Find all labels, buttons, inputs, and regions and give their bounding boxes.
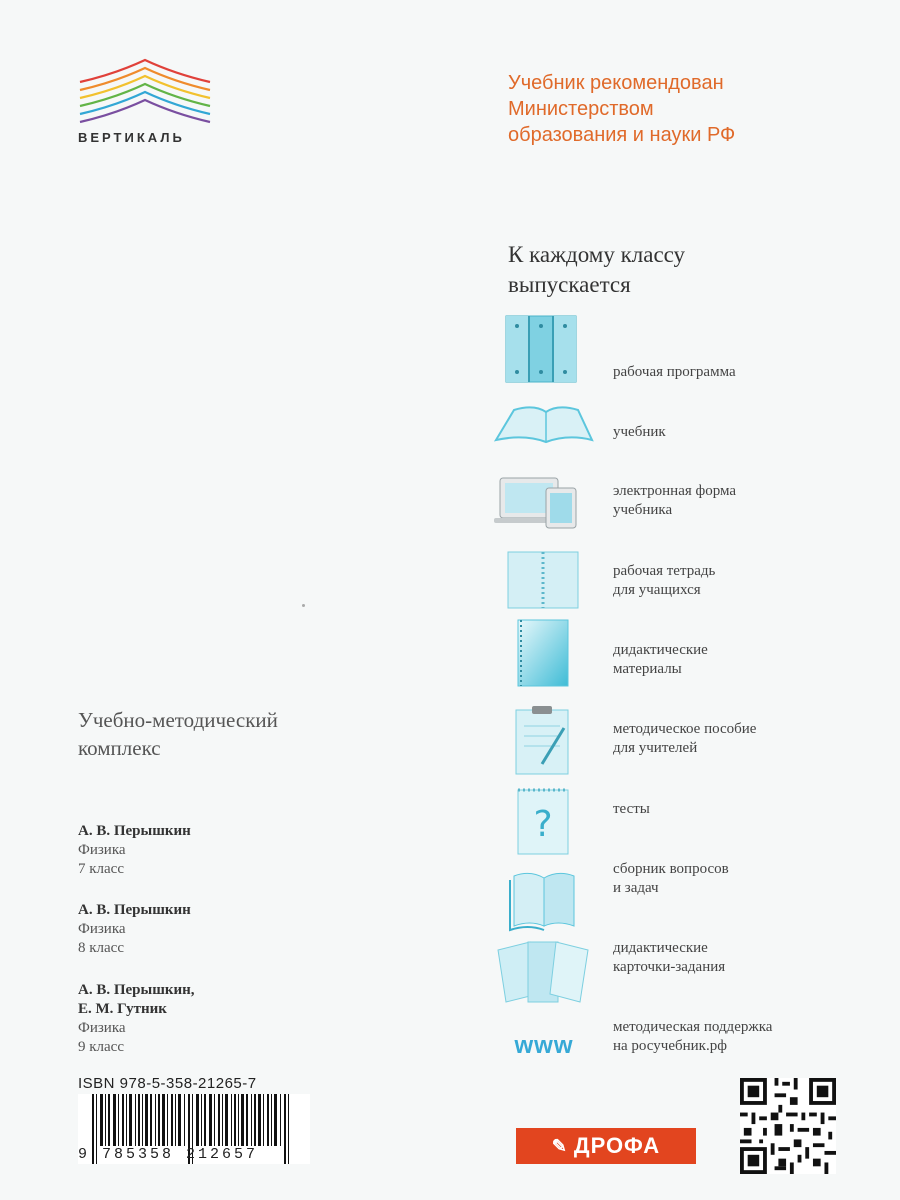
item-label-line: электронная форма [613,483,737,499]
umk-title-line: Учебно-методический [78,708,278,732]
item-label-line: тесты [613,801,650,817]
work-program-icon [494,314,594,386]
book-author: А. В. Перышкин [78,823,191,839]
item-label-work-program [613,363,853,382]
book-grade: 9 класс [78,1039,124,1055]
book-entry-8 [78,901,338,958]
book-subject: Физика [78,921,126,937]
umk-title-line: комплекс [78,736,161,760]
barcode-number: 9 785358 212657 [78,1146,259,1163]
item-label-line: рабочая тетрадь [613,563,716,579]
item-label-line: материалы [613,661,682,677]
qr-code[interactable] [740,1078,836,1174]
workbook-icon [494,548,594,620]
item-label-line: сборник вопросов [613,861,729,877]
issued-heading-line: выпускается [508,272,631,297]
book-grade: 7 класс [78,861,124,877]
didactic-materials-icon [494,618,594,690]
ministry-recommendation [508,70,838,148]
recommendation-line: образования и науки РФ [508,124,736,146]
drofa-logo [516,1128,696,1164]
item-label-textbook [613,423,853,442]
publisher-name: ДРОФА [573,1133,661,1158]
bird-icon: ✎ [551,1135,568,1156]
isbn: ISBN 978-5-358-21265-7 [78,1075,257,1092]
item-label-problem-book [613,860,853,898]
item-label-tests [613,800,853,819]
book-author: А. В. Перышкин [78,902,191,918]
task-cards-icon [494,938,594,1010]
item-label-line: методическое пособие [613,721,757,737]
item-label-line: и задач [613,880,659,896]
umk-title [78,706,438,762]
book-author: А. В. Перышкин, [78,982,195,998]
item-label-teacher-guide [613,720,853,758]
issued-heading-line: К каждому классу [508,242,686,267]
item-label-www [613,1018,853,1056]
textbook-icon [494,394,594,466]
speck [302,604,305,607]
book-subject: Физика [78,1020,126,1036]
book-grade: 8 класс [78,940,124,956]
item-label-line: учебника [613,502,673,518]
item-label-line: для учащихся [613,582,701,598]
book-subject: Физика [78,842,126,858]
svg-text:?: ? [533,804,553,845]
item-label-electronic-form [613,482,853,520]
item-label-line: на росучебник.рф [613,1038,727,1054]
item-label-line: дидактические [613,940,708,956]
problem-book-icon [494,864,594,936]
www-text: www [514,1032,574,1059]
book-entry-7 [78,822,338,879]
item-label-didactic-materials [613,641,853,679]
item-label-line: карточки-задания [613,959,726,975]
item-label-line: рабочая программа [613,364,736,380]
item-label-line: дидактические [613,642,708,658]
item-label-task-cards [613,939,853,977]
item-label-line: учебник [613,424,666,440]
www-icon [494,1010,594,1082]
item-label-workbook [613,562,853,600]
item-label-line: для учителей [613,740,698,756]
teacher-guide-icon [494,704,594,776]
item-label-line: методическая поддержка [613,1019,773,1035]
tests-icon [494,786,594,858]
logo-text: ВЕРТИКАЛЬ [78,130,185,145]
book-author: Е. М. Гутник [78,1001,167,1017]
book-entry-9 [78,981,338,1057]
issued-heading [508,240,808,300]
electronic-form-icon [494,470,594,542]
recommendation-line: Учебник рекомендован [508,72,724,94]
recommendation-line: Министерством [508,98,654,120]
